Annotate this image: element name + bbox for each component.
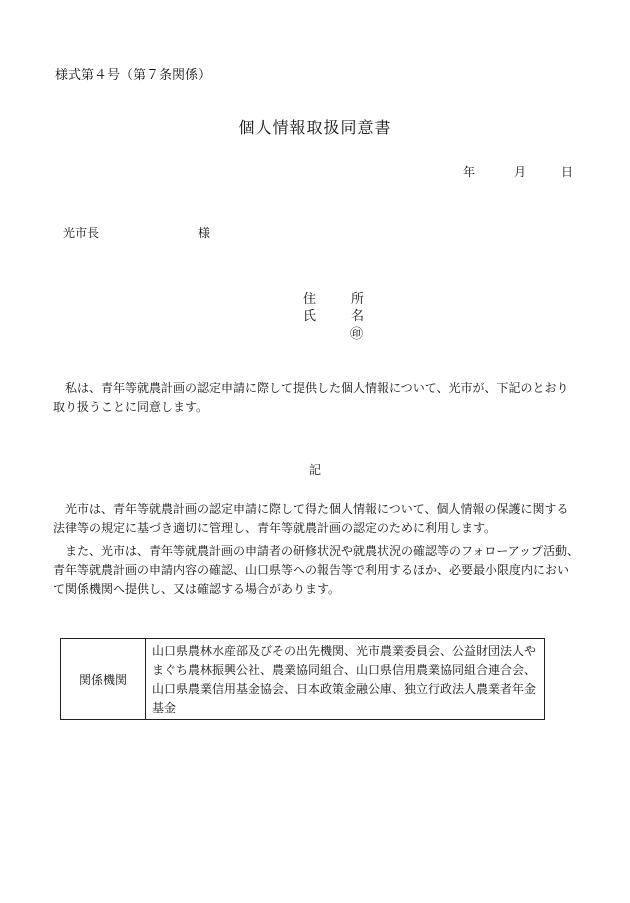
consent-statement <box>53 379 579 417</box>
usage-note-paragraph-1 <box>53 500 579 538</box>
date-month-label: 月 <box>514 165 527 179</box>
note-line: 法律等の規定に基づき適切に管理し、青年等就農計画の認定のために利用します。 <box>53 521 497 535</box>
addressee-name: 光市長 <box>63 226 100 240</box>
document-title: 個人情報取扱同意書 <box>238 118 392 137</box>
note-line: 青年等就農計画の申請内容の確認、山口県等への報告等で利用するほか、必要最小限度内におい <box>53 563 570 577</box>
date-day-label: 日 <box>561 165 574 179</box>
related-agencies-table <box>60 638 545 720</box>
name-label-first-char: 氏 <box>303 309 317 324</box>
note-line: 光市は、青年等就農計画の認定申請に際して得た個人情報について、個人情報の保護に関する <box>53 502 569 516</box>
related-agencies-label: 関係機関 <box>61 639 146 719</box>
seal-mark: ㊞ <box>350 327 364 342</box>
consent-line: 取り扱うことに同意します。 <box>53 400 209 414</box>
address-label-second-char: 所 <box>351 292 365 307</box>
related-agencies-list <box>146 639 544 719</box>
form-number: 様式第４号（第７条関係） <box>55 68 212 83</box>
consent-line: 私は、青年等就農計画の認定申請に際して提供した個人情報について、光市が、下記のとおり <box>53 381 569 395</box>
address-label-first-char: 住 <box>303 292 317 307</box>
agency-line: 山口県農業信用基金協会、日本政策金融公庫、独立行政法人農業者年金 <box>152 682 537 696</box>
date-year-label: 年 <box>463 165 476 179</box>
agency-line: まぐち農林振興公社、農業協同組合、山口県信用農業協同組合連合会、 <box>152 663 537 677</box>
name-label-second-char: 名 <box>351 309 365 324</box>
record-heading: 記 <box>308 463 321 477</box>
note-line: て関係機関へ提供し、又は確認する場合があります。 <box>53 582 341 596</box>
addressee-honorific: 様 <box>198 226 211 240</box>
usage-note-paragraph-2 <box>53 542 579 599</box>
agency-line: 山口県農林水産部及びその出先機関、光市農業委員会、公益財団法人や <box>152 644 537 658</box>
agency-line: 基金 <box>152 701 177 715</box>
note-line: また、光市は、青年等就農計画の申請者の研修状況や就農状況の確認等のフォローアップ活動、 <box>53 544 579 558</box>
